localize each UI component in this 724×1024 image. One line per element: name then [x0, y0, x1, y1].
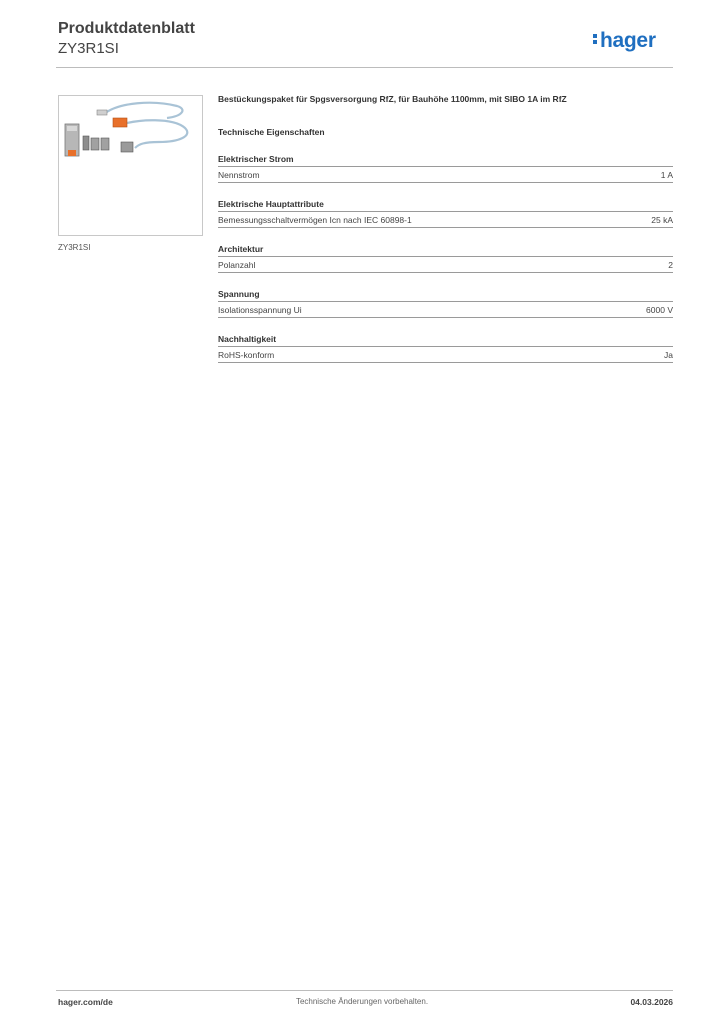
- spec-row: [218, 347, 673, 363]
- spec-row: [218, 212, 673, 228]
- product-description: Bestückungspaket für Spgsversorgung RfZ, für Bauhöhe 1100mm, mit SIBO 1A im RfZ: [218, 94, 567, 104]
- page-title: Produktdatenblatt: [58, 20, 195, 37]
- footer-date: 04.03.2026: [630, 997, 673, 1007]
- footer-website-link[interactable]: hager.com/de: [58, 997, 113, 1007]
- spec-group-title: Elektrische Hauptattribute: [218, 198, 673, 212]
- spec-label: Nennstrom: [218, 170, 260, 180]
- hager-logo: [593, 29, 656, 53]
- spec-label: Bemessungsschaltvermögen Icn nach IEC 60898-1: [218, 215, 412, 225]
- product-image: [58, 95, 203, 236]
- spec-value: Ja: [664, 350, 673, 360]
- spec-group-title: Elektrischer Strom: [218, 153, 673, 167]
- spec-label: Isolationsspannung Ui: [218, 305, 302, 315]
- image-caption: ZY3R1SI: [58, 243, 91, 252]
- spec-value: 1 A: [660, 170, 673, 180]
- spec-group-title: Nachhaltigkeit: [218, 333, 673, 347]
- spec-group-title: Architektur: [218, 243, 673, 257]
- spec-group: [218, 243, 673, 273]
- spec-group: [218, 153, 673, 183]
- spec-value: 25 kA: [651, 215, 673, 225]
- tech-section-title: Technische Eigenschaften: [218, 127, 325, 137]
- spec-group: [218, 198, 673, 228]
- footer-note: Technische Änderungen vorbehalten.: [295, 997, 429, 1006]
- spec-row: [218, 302, 673, 318]
- spec-row: [218, 167, 673, 183]
- logo-text: hager: [600, 29, 656, 52]
- header-divider: [56, 67, 673, 68]
- spec-label: Polanzahl: [218, 260, 256, 270]
- spec-label: RoHS-konform: [218, 350, 275, 360]
- logo-dots-icon: [593, 32, 598, 46]
- product-photo-icon: [59, 96, 202, 235]
- footer-divider: [56, 990, 673, 991]
- spec-group: [218, 288, 673, 318]
- spec-value: 6000 V: [646, 305, 673, 315]
- spec-group-title: Spannung: [218, 288, 673, 302]
- product-content: [218, 93, 673, 363]
- spec-group: [218, 333, 673, 363]
- spec-row: [218, 257, 673, 273]
- spec-value: 2: [668, 260, 673, 270]
- product-code: ZY3R1SI: [58, 40, 119, 57]
